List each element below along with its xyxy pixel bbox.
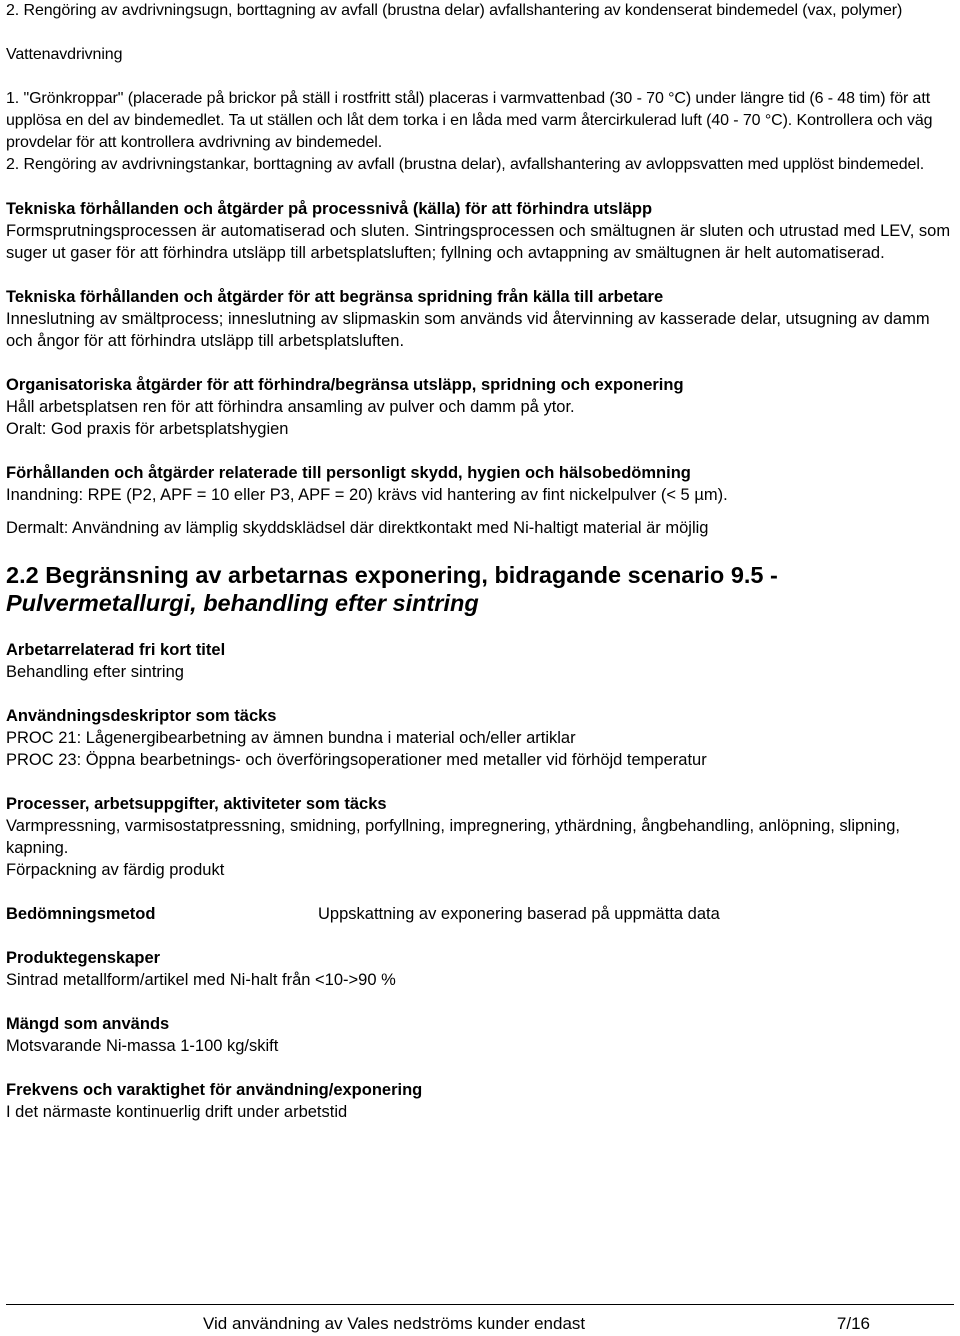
intro-item-1	[6, 88, 954, 154]
section-heading: Frekvens och varaktighet för användning/exponering	[6, 1081, 423, 1099]
section-use-descriptors	[6, 705, 954, 771]
page-footer	[6, 1304, 954, 1336]
section-line: Förpackning av färdig produkt	[6, 861, 225, 879]
intro-block	[6, 0, 954, 176]
section-process-level	[6, 198, 954, 264]
section-product-properties	[6, 947, 954, 991]
section-body: Sintrad metallform/artikel med Ni-halt från <10->90 %	[6, 971, 396, 989]
section-body: Motsvarande Ni-massa 1-100 kg/skift	[6, 1037, 279, 1055]
section-heading: Användningsdeskriptor som täcks	[6, 707, 277, 725]
intro-item-1-a: 1. "Grönkroppar" (placerade på brickor på ställ i rostfritt stål) placeras i varmvattenbad (30 - 70 °C) under längre tid (6 - 48 tim) för att upplösa en del av bindemedlet.	[6, 90, 931, 129]
section-heading: Arbetarrelaterad fri kort titel	[6, 641, 226, 659]
section-line: Dermalt: Användning av lämplig skyddsklädsel där direktkontakt med Ni-haltigt material är möjlig	[6, 519, 709, 537]
section-personal-protection	[6, 462, 954, 539]
section-heading: Organisatoriska åtgärder för att förhindra/begränsa utsläpp, spridning och exponering	[6, 376, 684, 394]
section-body-part: Formsprutningsprocessen är automatiserad och sluten.	[6, 222, 410, 240]
section-heading: Förhållanden och åtgärder relaterade till personligt skydd, hygien och hälsobedömning	[6, 464, 691, 482]
intro-item-1-c: Kontrollera och väg provdelar för att kontrollera avdrivning av bindemedel.	[6, 112, 933, 151]
scenario-title-line2: Pulvermetallurgi, behandling efter sintring	[6, 590, 479, 616]
scenario-title-line1: 2.2 Begränsning av arbetarnas exponering, bidragande scenario 9.5 -	[6, 562, 778, 588]
section-heading: Processer, arbetsuppgifter, aktiviteter som täcks	[6, 795, 387, 813]
section-frequency-duration	[6, 1079, 954, 1123]
section-body: I det närmaste kontinuerlig drift under arbetstid	[6, 1103, 348, 1121]
proc-21-line: PROC 21: Lågenergibearbetning av ämnen bundna i material och/eller artiklar	[6, 729, 576, 747]
section-line: Oralt: God praxis för arbetsplatshygien	[6, 420, 289, 438]
section-assessment-method	[6, 903, 954, 925]
document-page	[6, 0, 954, 1123]
section-body: Behandling efter sintring	[6, 663, 184, 681]
section-line: Varmpressning, varmisostatpressning, smidning, porfyllning, impregnering, ythärdning, ångbehandling, anlöpning, slipning, kapning.	[6, 817, 900, 857]
intro-item-2a: 2. Rengöring av avdrivningsugn, borttagning av avfall (brustna delar) avfallshantering av kondenserat bindemedel (vax, polymer)	[6, 2, 903, 19]
section-heading: Produktegenskaper	[6, 949, 161, 967]
section-amount-used	[6, 1013, 954, 1057]
page-number: 7/16	[836, 1314, 870, 1333]
section-body: Inneslutning av smältprocess; inneslutning av slipmaskin som används vid återvinning av kasserade delar, utsugning av damm och ångor för att förhindra utsläpp till arbetsplatsluften.	[6, 310, 930, 350]
scenario-title	[6, 561, 954, 617]
section-spread-limitation	[6, 286, 954, 352]
proc-23-line: PROC 23: Öppna bearbetnings- och överföringsoperationer med metaller vid förhöjd temperatur	[6, 751, 707, 769]
section-heading: Tekniska förhållanden och åtgärder på processnivå (källa) för att förhindra utsläpp	[6, 200, 653, 218]
section-organisational	[6, 374, 954, 440]
section-body-part: Sintringsprocessen och smältugnen är sluten och utrustad med LEV, som suger ut gaser för att förhindra utsläpp till arbetsplatsluften; fyllning och avtappning av smältugnen är helt automatiserad.	[6, 222, 951, 262]
assessment-method-value: Uppskattning av exponering baserad på uppmätta data	[318, 905, 720, 923]
section-short-title	[6, 639, 954, 683]
intro-item-2b: 2. Rengöring av avdrivningstankar, borttagning av avfall (brustna delar), avfallshantering av avloppsvatten med upplöst bindemedel.	[6, 156, 925, 173]
section-processes	[6, 793, 954, 881]
section-heading: Tekniska förhållanden och åtgärder för att begränsa spridning från källa till arbetare	[6, 288, 664, 306]
intro-item-1-b: Ta ut ställen och låt dem torka i en låda med varm återcirkulerad luft (40 - 70 °C).	[228, 112, 793, 129]
section-body	[6, 220, 954, 264]
footer-text: Vid användning av Vales nedströms kunder endast	[203, 1314, 586, 1333]
water-removal-title: Vattenavdrivning	[6, 46, 123, 63]
assessment-method-label: Bedömningsmetod	[6, 905, 156, 923]
section-line: Inandning: RPE (P2, APF = 10 eller P3, APF = 20) krävs vid hantering av fint nickelpulver (< 5 µm).	[6, 486, 728, 504]
section-heading: Mängd som används	[6, 1015, 170, 1033]
section-line: Håll arbetsplatsen ren för att förhindra ansamling av pulver och damm på ytor.	[6, 398, 575, 416]
